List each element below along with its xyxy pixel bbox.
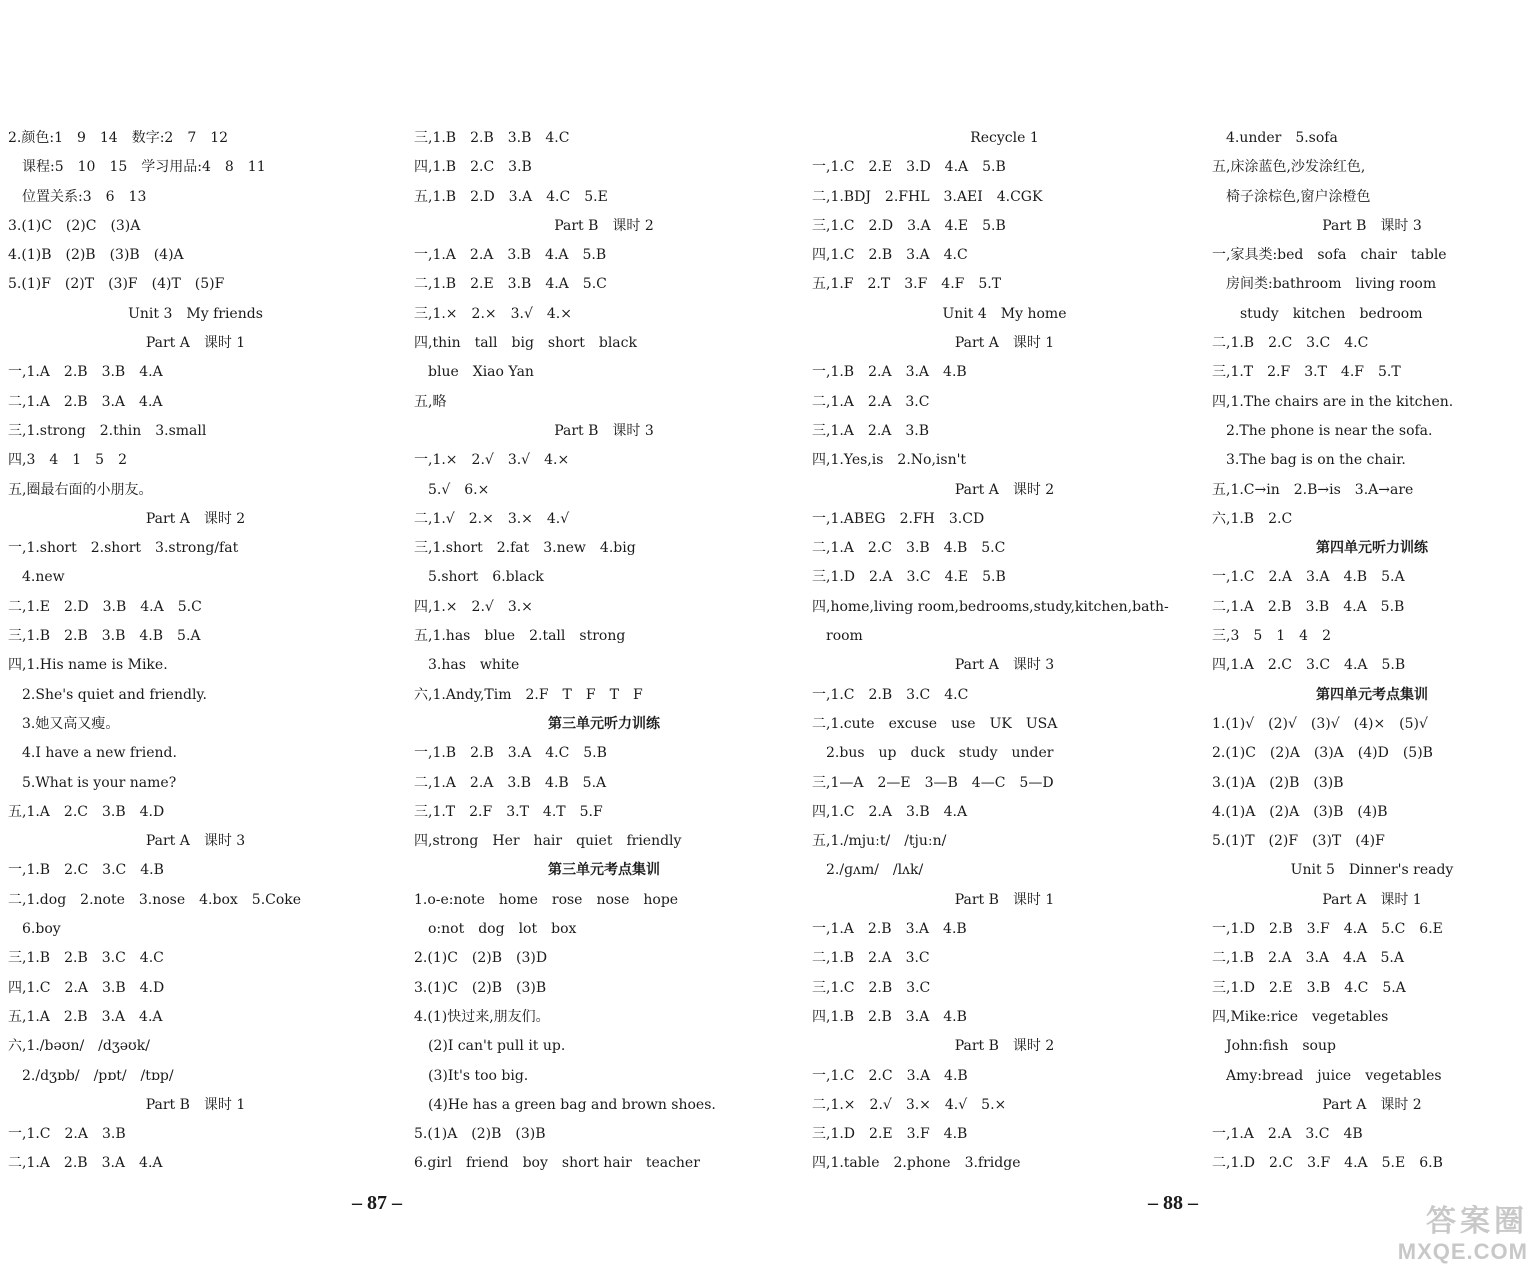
answer-line: 四,3 4 1 5 2 xyxy=(8,452,127,469)
answer-line: 五,1.A 2.B 3.A 4.A xyxy=(8,1008,163,1025)
answer-line: 6.boy xyxy=(8,921,61,938)
answer-line: 五,1.F 2.T 3.F 4.F 5.T xyxy=(812,276,1002,293)
answer-line: 六,1./bəʊn/ /dʒəʊk/ xyxy=(8,1038,150,1055)
answer-line: 三,1.A 2.A 3.B xyxy=(812,422,930,439)
answer-line: 4.(1)B (2)B (3)B (4)A xyxy=(8,247,184,264)
answer-line: 位置关系:3 6 13 xyxy=(8,188,147,205)
answer-line: 三,1.short 2.fat 3.new 4.big xyxy=(414,540,636,557)
answer-line: 一,1.× 2.√ 3.√ 4.× xyxy=(414,452,570,469)
section-heading: Unit 4 My home xyxy=(942,305,1067,322)
answer-line: 三,3 5 1 4 2 xyxy=(1212,628,1331,645)
section-heading: Part B 课时 3 xyxy=(1322,217,1422,234)
answer-line: 二,1.A 2.B 3.A 4.A xyxy=(8,393,163,410)
answer-line: 三,1.T 2.F 3.T 4.T 5.F xyxy=(414,803,603,820)
section-heading: Unit 5 Dinner's ready xyxy=(1290,862,1454,879)
answer-line: 1.o-e:note home rose nose hope xyxy=(414,891,679,908)
answer-line: 五,1.has blue 2.tall strong xyxy=(414,628,626,645)
answer-line: 一,1.A 2.A 3.C 4B xyxy=(1212,1126,1363,1143)
answer-line: 3.她又高又瘦。 xyxy=(8,715,120,732)
page-number-left: – 87 – xyxy=(352,1192,402,1214)
answer-line: 四,1.B 2.B 3.A 4.B xyxy=(812,1008,967,1025)
answer-line: 4.(1)A (2)A (3)B (4)B xyxy=(1212,803,1388,820)
answer-line: 四,1.× 2.√ 3.× xyxy=(414,598,533,615)
answer-line: 6.girl friend boy short hair teacher xyxy=(414,1155,700,1172)
section-heading: Part B 课时 2 xyxy=(954,1038,1055,1055)
answer-line: 2./ɡʌm/ /lʌk/ xyxy=(812,862,924,879)
answer-line: 二,1.A 2.A 3.B 4.B 5.A xyxy=(414,774,607,791)
answer-column-2 xyxy=(414,124,794,1179)
answer-line: 六,1.B 2.C xyxy=(1212,510,1293,527)
answer-line: 四,Mike:rice vegetables xyxy=(1212,1008,1389,1025)
answer-line: 2.(1)C (2)B (3)D xyxy=(414,950,548,967)
answer-line: (2)I can't pull it up. xyxy=(414,1038,566,1055)
answer-line: 三,1.B 2.B 3.B 4.B 5.A xyxy=(8,628,201,645)
answer-line: 5.What is your name? xyxy=(8,774,177,791)
answer-line: 五,床涂蓝色,沙发涂红色, xyxy=(1212,159,1366,176)
answer-line: 5.short 6.black xyxy=(414,569,544,586)
answer-column-4 xyxy=(1212,124,1532,1179)
answer-line: 三,1.× 2.× 3.√ 4.× xyxy=(414,305,572,322)
watermark-bottom-text: MXQE.COM xyxy=(1397,1239,1528,1264)
section-heading: 第四单元听力训练 xyxy=(1316,540,1428,557)
answer-line: 3.(1)A (2)B (3)B xyxy=(1212,774,1344,791)
answer-line: 三,1.D 2.E 3.F 4.B xyxy=(812,1126,968,1143)
answer-line: 一,1.C 2.B 3.C 4.C xyxy=(812,686,969,703)
answer-line: 2.颜色:1 9 14 数字:2 7 12 xyxy=(8,130,229,146)
answer-line: 一,1.ABEG 2.FH 3.CD xyxy=(812,510,985,527)
answer-line: 五,1.B 2.D 3.A 4.C 5.E xyxy=(414,188,608,205)
answer-line: 二,1.B 2.A 3.C xyxy=(812,950,930,967)
watermark-logo xyxy=(1352,1195,1528,1265)
answer-line: 三,1.D 2.E 3.B 4.C 5.A xyxy=(1212,979,1406,996)
answer-line: 三,1.strong 2.thin 3.small xyxy=(8,422,207,439)
answer-line: 一,1.A 2.A 3.B 4.A 5.B xyxy=(414,247,607,264)
section-heading: Part A 课时 1 xyxy=(145,335,246,352)
answer-line: 四,1.Yes,is 2.No,isn't xyxy=(812,452,967,469)
answer-line: 三,1.C 2.D 3.A 4.E 5.B xyxy=(812,217,1006,234)
answer-line: 一,1.short 2.short 3.strong/fat xyxy=(8,540,239,557)
answer-line: Amy:bread juice vegetables xyxy=(1212,1067,1442,1084)
answer-line: 2.bus up duck study under xyxy=(812,745,1054,762)
answer-line: 四,1.The chairs are in the kitchen. xyxy=(1212,393,1454,410)
answer-line: 一,1.C 2.C 3.A 4.B xyxy=(812,1067,968,1084)
answer-line: 二,1.dog 2.note 3.nose 4.box 5.Coke xyxy=(8,891,302,908)
answer-line: 四,strong Her hair quiet friendly xyxy=(414,833,682,850)
answer-line: 2.(1)C (2)A (3)A (4)D (5)B xyxy=(1212,745,1433,762)
section-heading: Part B 课时 1 xyxy=(954,891,1055,908)
answer-line: 二,1.A 2.A 3.C xyxy=(812,393,930,410)
section-heading: 第四单元考点集训 xyxy=(1316,686,1428,703)
answer-line: 2./dʒɒb/ /pɒt/ /tɒp/ xyxy=(8,1067,174,1084)
answer-line: 四,1.C 2.A 3.B 4.A xyxy=(812,803,968,820)
answer-line: 房间类:bathroom living room xyxy=(1212,276,1437,293)
answer-line: 3.(1)C (2)C (3)A xyxy=(8,217,141,234)
section-heading: Part A 课时 3 xyxy=(954,657,1055,674)
section-heading: 第三单元听力训练 xyxy=(548,715,660,732)
section-heading: Part A 课时 1 xyxy=(954,335,1055,352)
section-heading: Unit 3 My friends xyxy=(128,305,263,322)
answer-line: 一,1.A 2.B 3.A 4.B xyxy=(812,921,967,938)
answer-line: 二,1.D 2.C 3.F 4.A 5.E 6.B xyxy=(1212,1155,1443,1172)
answer-line: 1.(1)√ (2)√ (3)√ (4)× (5)√ xyxy=(1212,715,1428,732)
answer-line: 2.She's quiet and friendly. xyxy=(8,686,207,703)
answer-line: 椅子涂棕色,窗户涂橙色 xyxy=(1212,188,1371,205)
section-heading: 第三单元考点集训 xyxy=(548,862,660,879)
answer-line: 五,略 xyxy=(414,393,447,410)
answer-line: 二,1.BDJ 2.FHL 3.AEI 4.CGK xyxy=(812,188,1043,205)
answer-line: 五,圈最右面的小朋友。 xyxy=(8,481,153,498)
answer-column-1 xyxy=(8,124,383,1179)
answer-line: 四,1.table 2.phone 3.fridge xyxy=(812,1155,1021,1172)
section-heading: Part B 课时 1 xyxy=(145,1096,246,1113)
answer-line: 二,1.√ 2.× 3.× 4.√ xyxy=(414,510,570,527)
answer-line: 四,1.A 2.C 3.C 4.A 5.B xyxy=(1212,657,1406,674)
answer-line: 一,1.B 2.B 3.A 4.C 5.B xyxy=(414,745,607,762)
answer-line: 2.The phone is near the sofa. xyxy=(1212,422,1433,439)
answer-line: 四,home,living room,bedrooms,study,kitchen,bath- xyxy=(812,598,1169,615)
section-heading: Part A 课时 2 xyxy=(145,510,246,527)
answer-line: 五,1./mjuːt/ /tjuːn/ xyxy=(812,833,947,850)
answer-line: 5.(1)F (2)T (3)F (4)T (5)F xyxy=(8,276,225,293)
answer-line: 三,1.D 2.A 3.C 4.E 5.B xyxy=(812,569,1006,586)
answer-line: 4.new xyxy=(8,569,65,586)
answer-line: 一,1.D 2.B 3.F 4.A 5.C 6.E xyxy=(1212,921,1443,938)
answer-line: 二,1.cute excuse use UK USA xyxy=(812,715,1058,732)
answer-line: 二,1.× 2.√ 3.× 4.√ 5.× xyxy=(812,1096,1007,1113)
watermark-top-text: 答案圈 xyxy=(1426,1205,1528,1238)
answer-line: 三,1.B 2.B 3.C 4.C xyxy=(8,950,164,967)
answer-line: 四,1.His name is Mike. xyxy=(8,657,168,674)
answer-column-3 xyxy=(812,124,1197,1179)
section-heading: Part A 课时 2 xyxy=(1322,1096,1422,1113)
answer-line: 一,1.B 2.A 3.A 4.B xyxy=(812,364,967,381)
answer-line: 三,1.T 2.F 3.T 4.F 5.T xyxy=(1212,364,1401,381)
answer-line: 五,1.C→in 2.B→is 3.A→are xyxy=(1212,481,1414,498)
answer-line: 课程:5 10 15 学习用品:4 8 11 xyxy=(8,159,266,176)
answer-line: 四,1.C 2.A 3.B 4.D xyxy=(8,979,165,996)
answer-line: 二,1.B 2.C 3.C 4.C xyxy=(1212,335,1369,352)
section-heading: Recycle 1 xyxy=(970,130,1039,146)
answer-line: 4.(1)快过来,朋友们。 xyxy=(414,1008,550,1025)
answer-line: 四,1.C 2.B 3.A 4.C xyxy=(812,247,968,264)
answer-line: o:not dog lot box xyxy=(414,921,577,938)
answer-line: 二,1.B 2.A 3.A 4.A 5.A xyxy=(1212,950,1404,967)
answer-line: 4.under 5.sofa xyxy=(1212,130,1338,146)
answer-line: 四,1.B 2.C 3.B xyxy=(414,159,532,176)
answer-line: 六,1.Andy,Tim 2.F T F T F xyxy=(414,686,643,703)
answer-line: 5.√ 6.× xyxy=(414,481,490,498)
answer-line: (3)It's too big. xyxy=(414,1067,529,1084)
answer-line: room xyxy=(812,628,863,645)
answer-line: 三,1.B 2.B 3.B 4.C xyxy=(414,130,570,146)
section-heading: Part B 课时 3 xyxy=(554,422,654,439)
answer-line: 四,thin tall big short black xyxy=(414,335,637,352)
answer-line: study kitchen bedroom xyxy=(1212,305,1423,322)
answer-line: 3.The bag is on the chair. xyxy=(1212,452,1406,469)
answer-line: 一,1.A 2.B 3.B 4.A xyxy=(8,364,163,381)
section-heading: Part A 课时 3 xyxy=(145,833,246,850)
answer-line: 一,1.B 2.C 3.C 4.B xyxy=(8,862,164,879)
section-heading: Part A 课时 1 xyxy=(1322,891,1422,908)
answer-line: 5.(1)A (2)B (3)B xyxy=(414,1126,546,1143)
answer-line: 一,1.C 2.A 3.B xyxy=(8,1126,126,1143)
answer-line: 二,1.B 2.E 3.B 4.A 5.C xyxy=(414,276,607,293)
answer-line: 五,1.A 2.C 3.B 4.D xyxy=(8,803,165,820)
answer-line: 二,1.E 2.D 3.B 4.A 5.C xyxy=(8,598,202,615)
answer-line: 二,1.A 2.C 3.B 4.B 5.C xyxy=(812,540,1006,557)
answer-line: 3.has white xyxy=(414,657,520,674)
answer-line: 一,1.C 2.E 3.D 4.A 5.B xyxy=(812,159,1006,176)
answer-line: 三,1—A 2—E 3—B 4—C 5—D xyxy=(812,774,1054,791)
answer-line: 4.I have a new friend. xyxy=(8,745,177,762)
answer-line: 3.(1)C (2)B (3)B xyxy=(414,979,547,996)
answer-line: 三,1.C 2.B 3.C xyxy=(812,979,931,996)
answer-line: 二,1.A 2.B 3.A 4.A xyxy=(8,1155,163,1172)
answer-line: 一,家具类:bed sofa chair table xyxy=(1212,247,1447,264)
answer-line: 二,1.A 2.B 3.B 4.A 5.B xyxy=(1212,598,1405,615)
section-heading: Part B 课时 2 xyxy=(554,217,654,234)
answer-line: blue Xiao Yan xyxy=(414,364,534,381)
section-heading: Part A 课时 2 xyxy=(954,481,1055,498)
page-number-right: – 88 – xyxy=(1148,1192,1198,1214)
answer-line: 5.(1)T (2)F (3)T (4)F xyxy=(1212,833,1385,850)
answer-line: 一,1.C 2.A 3.A 4.B 5.A xyxy=(1212,569,1405,586)
answer-line: (4)He has a green bag and brown shoes. xyxy=(414,1096,716,1113)
answer-line: John:fish soup xyxy=(1212,1038,1336,1055)
